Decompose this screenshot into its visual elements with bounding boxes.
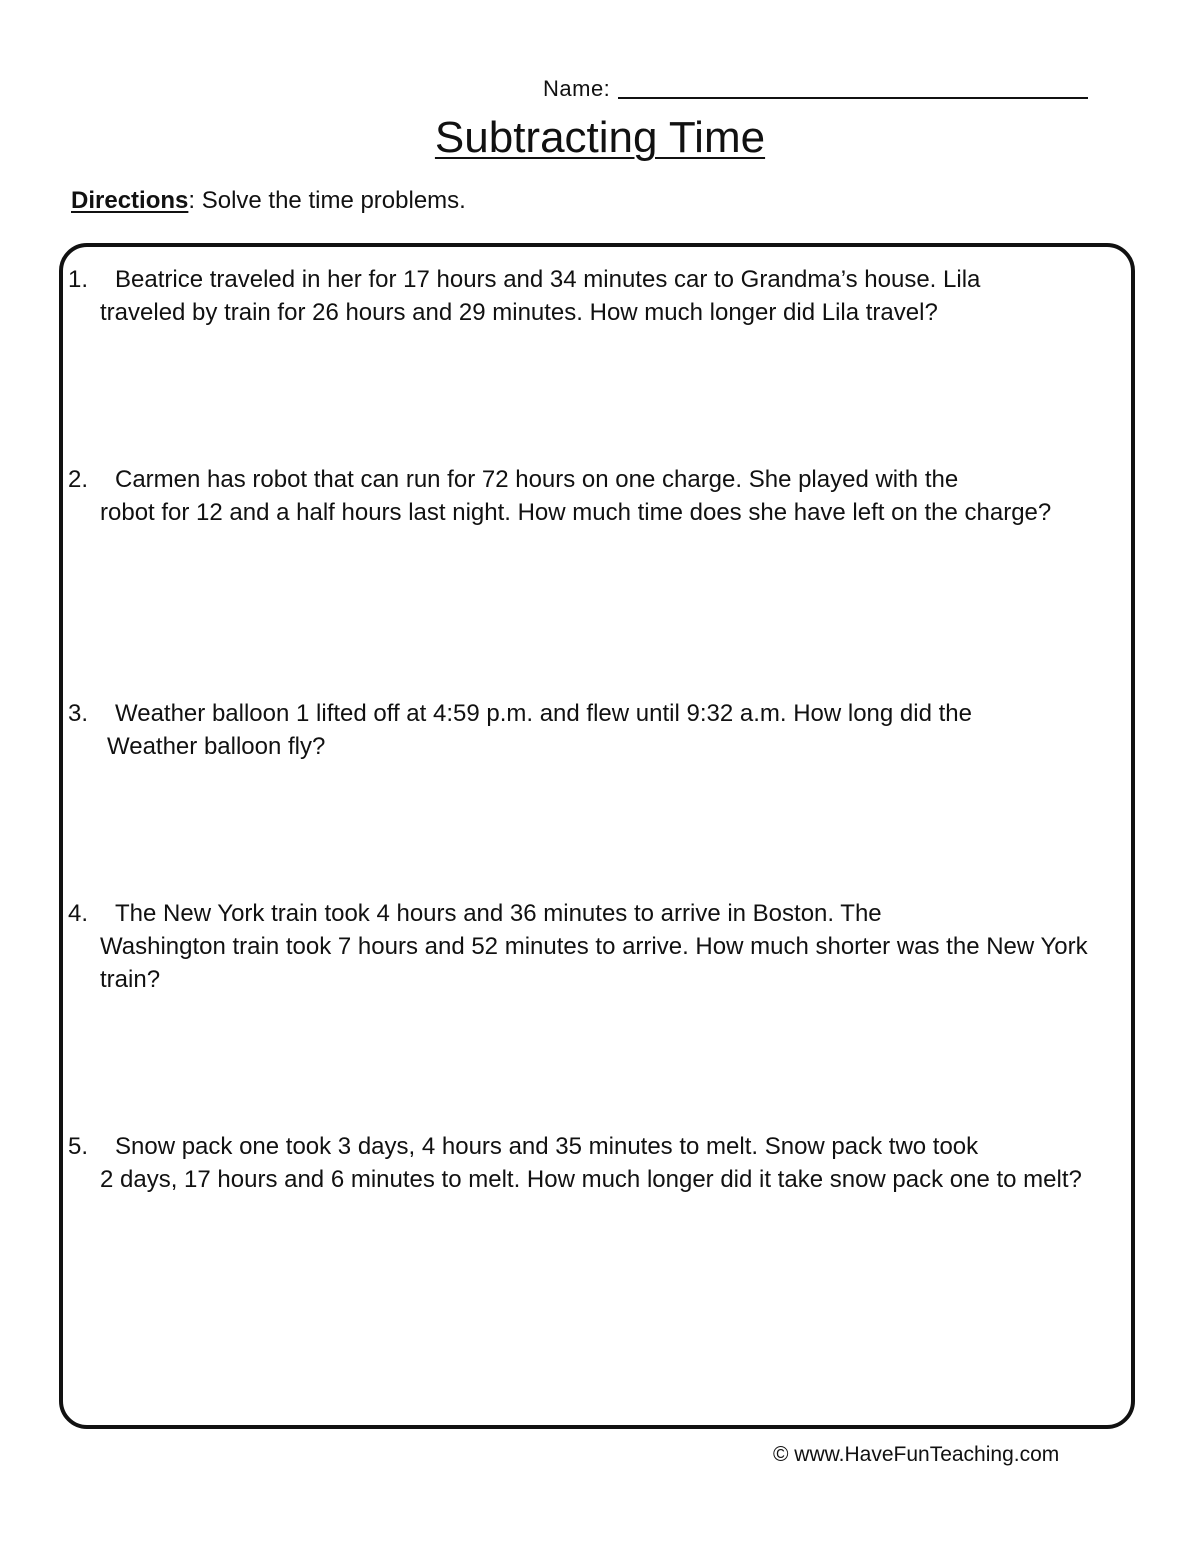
problem-4 [68, 897, 1128, 996]
problem-text-first-line: Carmen has robot that can run for 72 hours on one charge. She played with the [115, 466, 959, 493]
problem-text-rest: robot for 12 and a half hours last night. How much time does she have left on the charge? [100, 499, 1052, 526]
name-label: Name: [543, 76, 611, 101]
problem-5 [68, 1130, 1128, 1196]
problem-text-rest: Weather balloon fly? [107, 733, 326, 760]
copyright-footer: © www.HaveFunTeaching.com [773, 1443, 1060, 1466]
problem-number: 1. [68, 266, 89, 293]
name-field-row [543, 72, 1103, 102]
problem-number: 5. [68, 1133, 89, 1160]
problem-number: 4. [68, 900, 89, 927]
directions-text: : Solve the time problems. [188, 187, 466, 214]
problem-text-first-line: The New York train took 4 hours and 36 minutes to arrive in Boston. The [115, 900, 882, 927]
directions [71, 186, 466, 216]
problem-number: 3. [68, 700, 89, 727]
problem-number: 2. [68, 466, 89, 493]
problems-box [59, 243, 1135, 1429]
name-blank-line[interactable] [618, 96, 1088, 99]
problem-text-rest: traveled by train for 26 hours and 29 minutes. How much longer did Lila travel? [100, 299, 938, 326]
worksheet-title: Subtracting Time [434, 113, 766, 162]
problem-text-rest: 2 days, 17 hours and 6 minutes to melt. How much longer did it take snow pack one to melt? [100, 1166, 1082, 1193]
problem-text-rest: Washington train took 7 hours and 52 minutes to arrive. How much shorter was the New York train? [100, 933, 1088, 993]
directions-label: Directions [71, 187, 189, 214]
problem-2 [68, 463, 1128, 529]
problem-text-first-line: Weather balloon 1 lifted off at 4:59 p.m. and flew until 9:32 a.m. How long did the [115, 700, 972, 727]
problem-text-first-line: Snow pack one took 3 days, 4 hours and 35 minutes to melt. Snow pack two took [115, 1133, 979, 1160]
problem-1 [68, 263, 1128, 329]
problem-3 [68, 697, 1128, 763]
problem-text-first-line: Beatrice traveled in her for 17 hours and 34 minutes car to Grandma’s house. Lila [115, 266, 981, 293]
